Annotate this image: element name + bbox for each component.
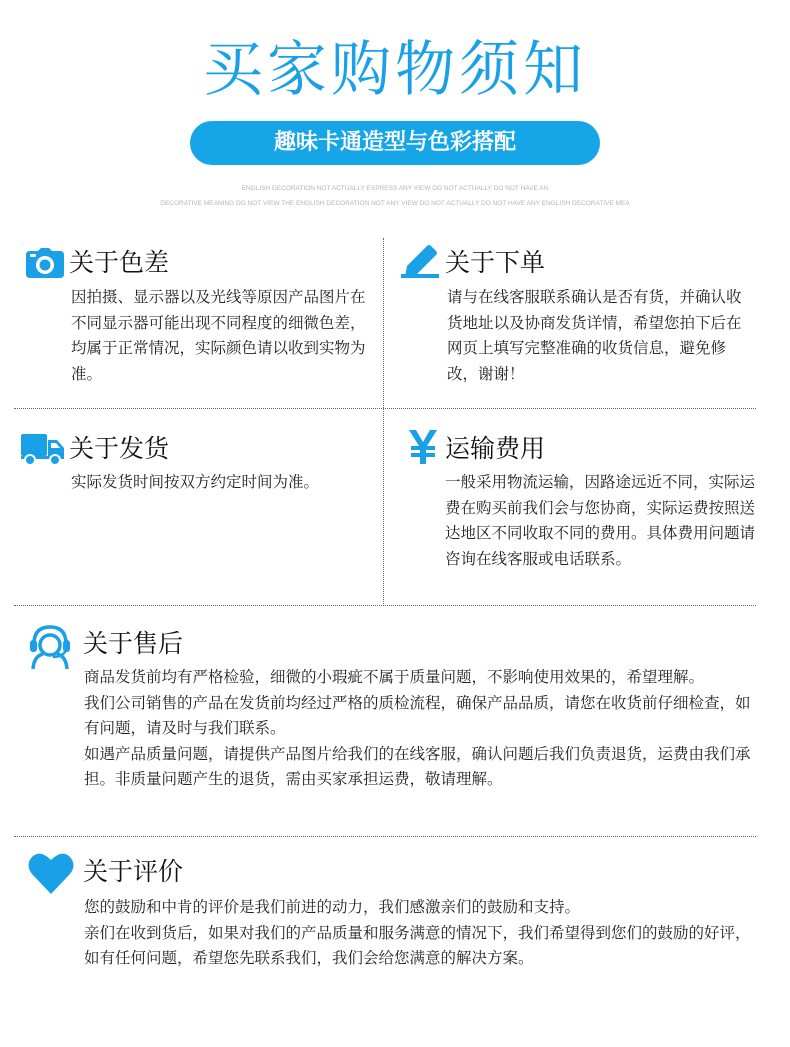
section-title-shipping: 关于发货: [69, 434, 170, 463]
section-body-review: [84, 895, 754, 972]
review-paragraph-1: 您的鼓励和中肯的评价是我们前进的动力，我们感激亲们的鼓励和支持。: [84, 898, 581, 916]
after-sales-paragraph-2: 我们公司销售的产品在发货前均经过严格的质检流程，确保产品品质，请您在收货前仔细检查，如有问题，请及时与我们联系。: [84, 693, 751, 737]
pencil-icon: [401, 244, 439, 278]
section-title-order: 关于下单: [445, 248, 546, 277]
heart-icon: [28, 852, 74, 894]
section-body-order: 请与在线客服联系确认是否有货，并确认收货地址以及协商发货详情，希望您拍下后在网页上填写完整准确的收货信息，避免修改，谢谢！: [447, 288, 742, 383]
section-body-after-sales: [84, 665, 754, 793]
row-divider-1: [14, 408, 756, 409]
truck-icon: [21, 432, 65, 466]
section-title-freight: 运输费用: [445, 434, 546, 463]
decor-text-line-2: DECORATIVE MEANING DO NOT VIEW THE ENGLISH DECORATION NOT ANY VIEW DO NOT ACTUALLY DO NOT HAVE ANY ENGLISH DECORATIVE MEA: [160, 200, 630, 207]
section-title-color-difference: 关于色差: [69, 248, 170, 277]
section-title-after-sales: 关于售后: [83, 629, 184, 658]
section-body-freight: 一般采用物流运输，因路途远近不同，实际运费在购买前我们会与您协商，实际运费按照送达地区不同收取不同的费用。具体费用问题请咨询在线客服或电话联系。: [445, 473, 756, 568]
yen-icon: [407, 430, 439, 464]
row-divider-3: [14, 836, 756, 837]
subtitle-banner: 趣味卡通造型与色彩搭配: [190, 121, 600, 165]
page-title: 买家购物须知: [203, 35, 587, 105]
camera-icon: [26, 248, 64, 278]
section-body-shipping: 实际发货时间按双方约定时间为准。: [71, 473, 320, 491]
column-divider: [383, 238, 384, 606]
decor-text-line-1: ENGLISH DECORATION NOT ACTUALLY EXPRESS ANY VIEW DO NOT ACTUALLY DO NOT HAVE AN: [241, 185, 549, 192]
customer-service-icon: [27, 622, 73, 670]
after-sales-paragraph-1: 商品发货前均有严格检验，细微的小瑕疵不属于质量问题，不影响使用效果的，希望理解。: [84, 668, 705, 686]
row-divider-2: [14, 605, 756, 606]
review-paragraph-2: 亲们在收到货后，如果对我们的产品质量和服务满意的情况下，我们希望得到您们的鼓励的好评，如有任何问题，希望您先联系我们，我们会给您满意的解决方案。: [84, 923, 751, 967]
section-body-color-difference: 因拍摄、显示器以及光线等原因产品图片在不同显示器可能出现不同程度的细微色差，均属于正常情况，实际颜色请以收到实物为准。: [71, 288, 366, 383]
section-title-review: 关于评价: [83, 857, 184, 886]
after-sales-paragraph-3: 如遇产品质量问题，请提供产品图片给我们的在线客服，确认问题后我们负责退货，运费由我们承担。非质量问题产生的退货，需由买家承担运费，敬请理解。: [84, 744, 751, 788]
